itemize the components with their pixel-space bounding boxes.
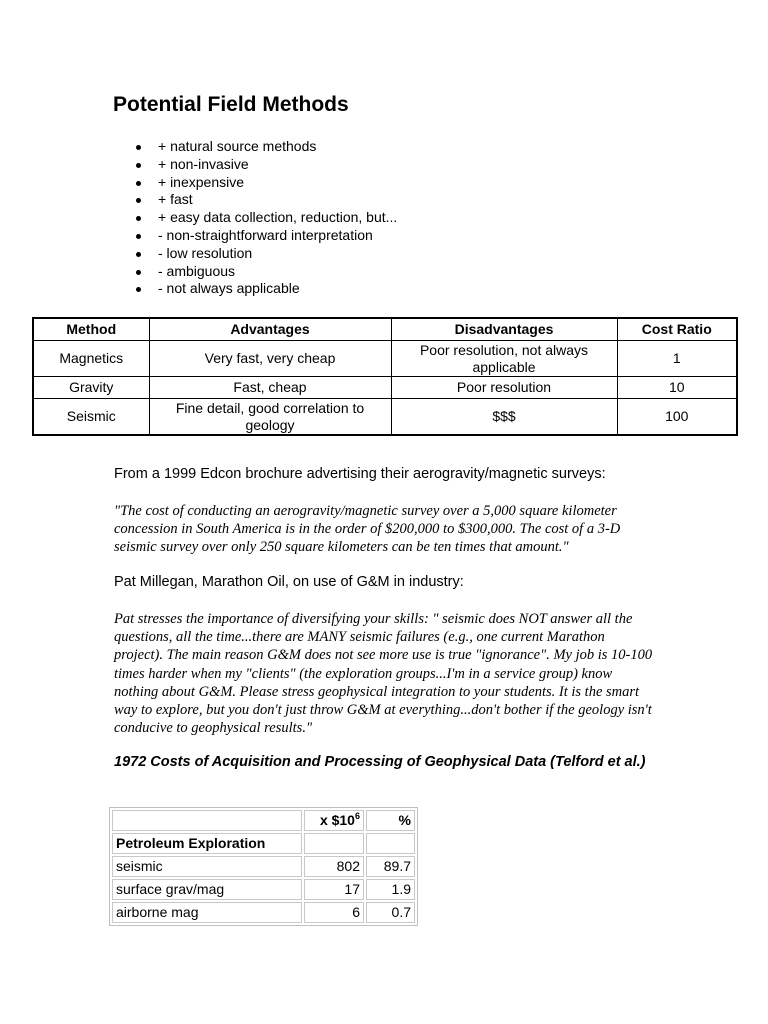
- table-row: [112, 902, 415, 923]
- table-cell: 100: [617, 399, 737, 436]
- edcon-quote: "The cost of conducting an aerogravity/magnetic survey over a 5,000 square kilometer concession in South America is in the order of $200,000 to $300,000. The cost of a 3-D seismic survey over only 250 square kilometers can be ten times that amount.": [114, 503, 621, 556]
- cost-unit-label: x $10: [319, 812, 355, 828]
- table-cell: 89.7: [366, 856, 415, 877]
- table-cell: $$$: [391, 399, 617, 436]
- list-item: - ambiguous: [135, 263, 397, 281]
- column-header-method: Method: [33, 318, 149, 341]
- table-cell: Poor resolution: [391, 377, 617, 399]
- table-row: [33, 341, 737, 377]
- section-label: Petroleum Exploration: [112, 833, 302, 854]
- table-cell: Magnetics: [33, 341, 149, 377]
- table-cell: Fast, cheap: [149, 377, 391, 399]
- list-item: + non-invasive: [135, 156, 397, 174]
- table-cell: Poor resolution, not always applicable: [391, 341, 617, 377]
- table-cell: 802: [304, 856, 364, 877]
- table-cell: 17: [304, 879, 364, 900]
- table-cell: [366, 833, 415, 854]
- list-item: - non-straightforward interpretation: [135, 227, 397, 245]
- table-cell: Seismic: [33, 399, 149, 436]
- table-header-row: [112, 810, 415, 831]
- millegan-intro-text: Pat Millegan, Marathon Oil, on use of G&M in industry:: [114, 574, 464, 590]
- list-item: + fast: [135, 191, 397, 209]
- list-item: - low resolution: [135, 245, 397, 263]
- column-header-cost: [304, 810, 364, 831]
- table-row: [112, 856, 415, 877]
- table-cell: 1: [617, 341, 737, 377]
- column-header-disadvantages: Disadvantages: [391, 318, 617, 341]
- costs-table: [109, 807, 418, 926]
- table-cell: Very fast, very cheap: [149, 341, 391, 377]
- table-cell: Fine detail, good correlation to geology: [149, 399, 391, 436]
- column-header-percent: %: [366, 810, 415, 831]
- table-cell: 6: [304, 902, 364, 923]
- edcon-intro-text: From a 1999 Edcon brochure advertising their aerogravity/magnetic surveys:: [114, 466, 606, 482]
- table-cell: Gravity: [33, 377, 149, 399]
- table-cell: seismic: [112, 856, 302, 877]
- column-header-cost-ratio: Cost Ratio: [617, 318, 737, 341]
- costs-heading: 1972 Costs of Acquisition and Processing of Geophysical Data (Telford et al.): [114, 754, 646, 770]
- table-header-row: [33, 318, 737, 341]
- methods-comparison-table: [32, 317, 738, 436]
- table-cell: [112, 810, 302, 831]
- table-cell: 0.7: [366, 902, 415, 923]
- list-item: + inexpensive: [135, 174, 397, 192]
- millegan-quote: Pat stresses the importance of diversifying your skills: " seismic does NOT answer all the questions, all the time...there are MANY seismic failures (e.g., one current Marathon project). The main reason G&M does not see more use is true "ignorance". My job is 10-100 times harder when my "clients" (the exploration groups...I'm in a service group) know nothing about G&M. Please stress geophysical integration to your students. It is the smart way to explore, but you don't just throw G&M at everything...don't bother if the geology isn't conducive to geophysical results.": [114, 611, 653, 737]
- column-header-advantages: Advantages: [149, 318, 391, 341]
- list-item: - not always applicable: [135, 280, 397, 298]
- table-cell: 10: [617, 377, 737, 399]
- table-row: [112, 833, 415, 854]
- table-cell: airborne mag: [112, 902, 302, 923]
- list-item: + easy data collection, reduction, but...: [135, 209, 397, 227]
- list-item: + natural source methods: [135, 138, 397, 156]
- table-cell: 1.9: [366, 879, 415, 900]
- table-cell: [304, 833, 364, 854]
- table-row: [33, 399, 737, 436]
- table-row: [33, 377, 737, 399]
- page-title: Potential Field Methods: [113, 93, 349, 116]
- exponent: 6: [354, 811, 360, 821]
- advantages-disadvantages-list: [135, 138, 397, 298]
- table-cell: surface grav/mag: [112, 879, 302, 900]
- table-row: [112, 879, 415, 900]
